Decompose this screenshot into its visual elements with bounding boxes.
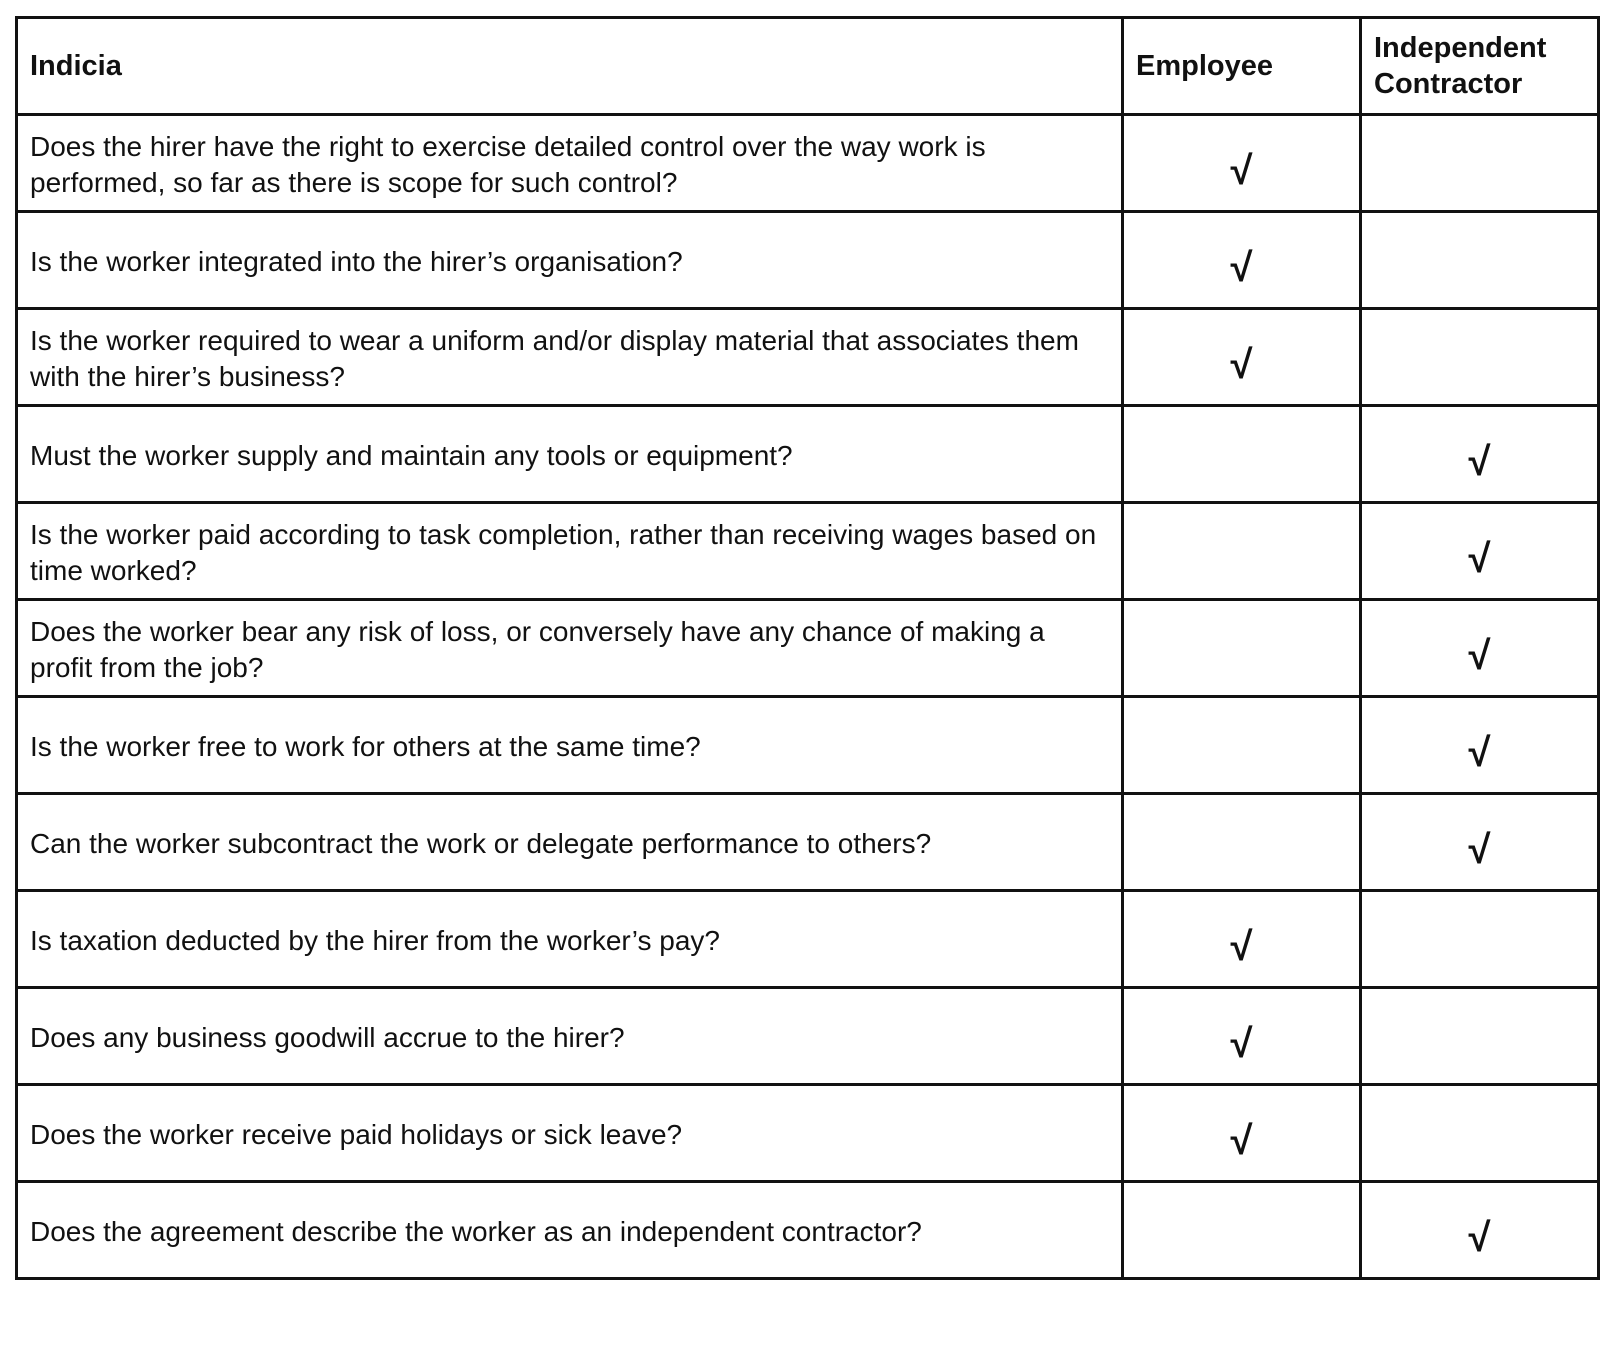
contractor-check-icon: √ xyxy=(1361,503,1599,600)
table-row xyxy=(17,115,1599,212)
contractor-check-icon xyxy=(1361,115,1599,212)
contractor-check-icon xyxy=(1361,1085,1599,1182)
table-row xyxy=(17,891,1599,988)
header-employee: Employee xyxy=(1123,18,1361,115)
table-row xyxy=(17,600,1599,697)
question-cell: Does the agreement describe the worker as an independent contractor? xyxy=(17,1182,1123,1279)
employee-check-icon: √ xyxy=(1123,988,1361,1085)
employee-check-icon xyxy=(1123,406,1361,503)
question-cell: Does any business goodwill accrue to the hirer? xyxy=(17,988,1123,1085)
contractor-check-icon: √ xyxy=(1361,697,1599,794)
employee-check-icon xyxy=(1123,503,1361,600)
employee-check-icon: √ xyxy=(1123,891,1361,988)
table-row xyxy=(17,988,1599,1085)
table-row xyxy=(17,794,1599,891)
table-row xyxy=(17,697,1599,794)
question-cell: Is the worker required to wear a uniform and/or display material that associates them with the hirer’s business? xyxy=(17,309,1123,406)
contractor-check-icon xyxy=(1361,212,1599,309)
table-row xyxy=(17,212,1599,309)
question-cell: Does the worker bear any risk of loss, or conversely have any chance of making a profit from the job? xyxy=(17,600,1123,697)
contractor-check-icon: √ xyxy=(1361,1182,1599,1279)
question-cell: Does the worker receive paid holidays or sick leave? xyxy=(17,1085,1123,1182)
question-cell: Is the worker paid according to task completion, rather than receiving wages based on time worked? xyxy=(17,503,1123,600)
table-row xyxy=(17,309,1599,406)
contractor-check-icon: √ xyxy=(1361,794,1599,891)
employee-check-icon xyxy=(1123,794,1361,891)
employee-check-icon xyxy=(1123,600,1361,697)
employee-check-icon: √ xyxy=(1123,212,1361,309)
table-row xyxy=(17,503,1599,600)
employee-check-icon xyxy=(1123,697,1361,794)
contractor-check-icon xyxy=(1361,988,1599,1085)
question-cell: Is the worker free to work for others at the same time? xyxy=(17,697,1123,794)
employee-check-icon: √ xyxy=(1123,309,1361,406)
header-indicia: Indicia xyxy=(17,18,1123,115)
indicia-table xyxy=(15,16,1600,1280)
header-row xyxy=(17,18,1599,115)
table-row xyxy=(17,1182,1599,1279)
contractor-check-icon: √ xyxy=(1361,406,1599,503)
question-cell: Does the hirer have the right to exercise detailed control over the way work is performed, so far as there is scope for such control? xyxy=(17,115,1123,212)
question-cell: Can the worker subcontract the work or delegate performance to others? xyxy=(17,794,1123,891)
contractor-check-icon xyxy=(1361,891,1599,988)
header-independent-contractor: Independent Contractor xyxy=(1361,18,1599,115)
contractor-check-icon xyxy=(1361,309,1599,406)
question-cell: Must the worker supply and maintain any tools or equipment? xyxy=(17,406,1123,503)
question-cell: Is taxation deducted by the hirer from the worker’s pay? xyxy=(17,891,1123,988)
employee-check-icon: √ xyxy=(1123,115,1361,212)
employee-check-icon xyxy=(1123,1182,1361,1279)
contractor-check-icon: √ xyxy=(1361,600,1599,697)
table-row xyxy=(17,1085,1599,1182)
question-cell: Is the worker integrated into the hirer’s organisation? xyxy=(17,212,1123,309)
table-row xyxy=(17,406,1599,503)
employee-check-icon: √ xyxy=(1123,1085,1361,1182)
